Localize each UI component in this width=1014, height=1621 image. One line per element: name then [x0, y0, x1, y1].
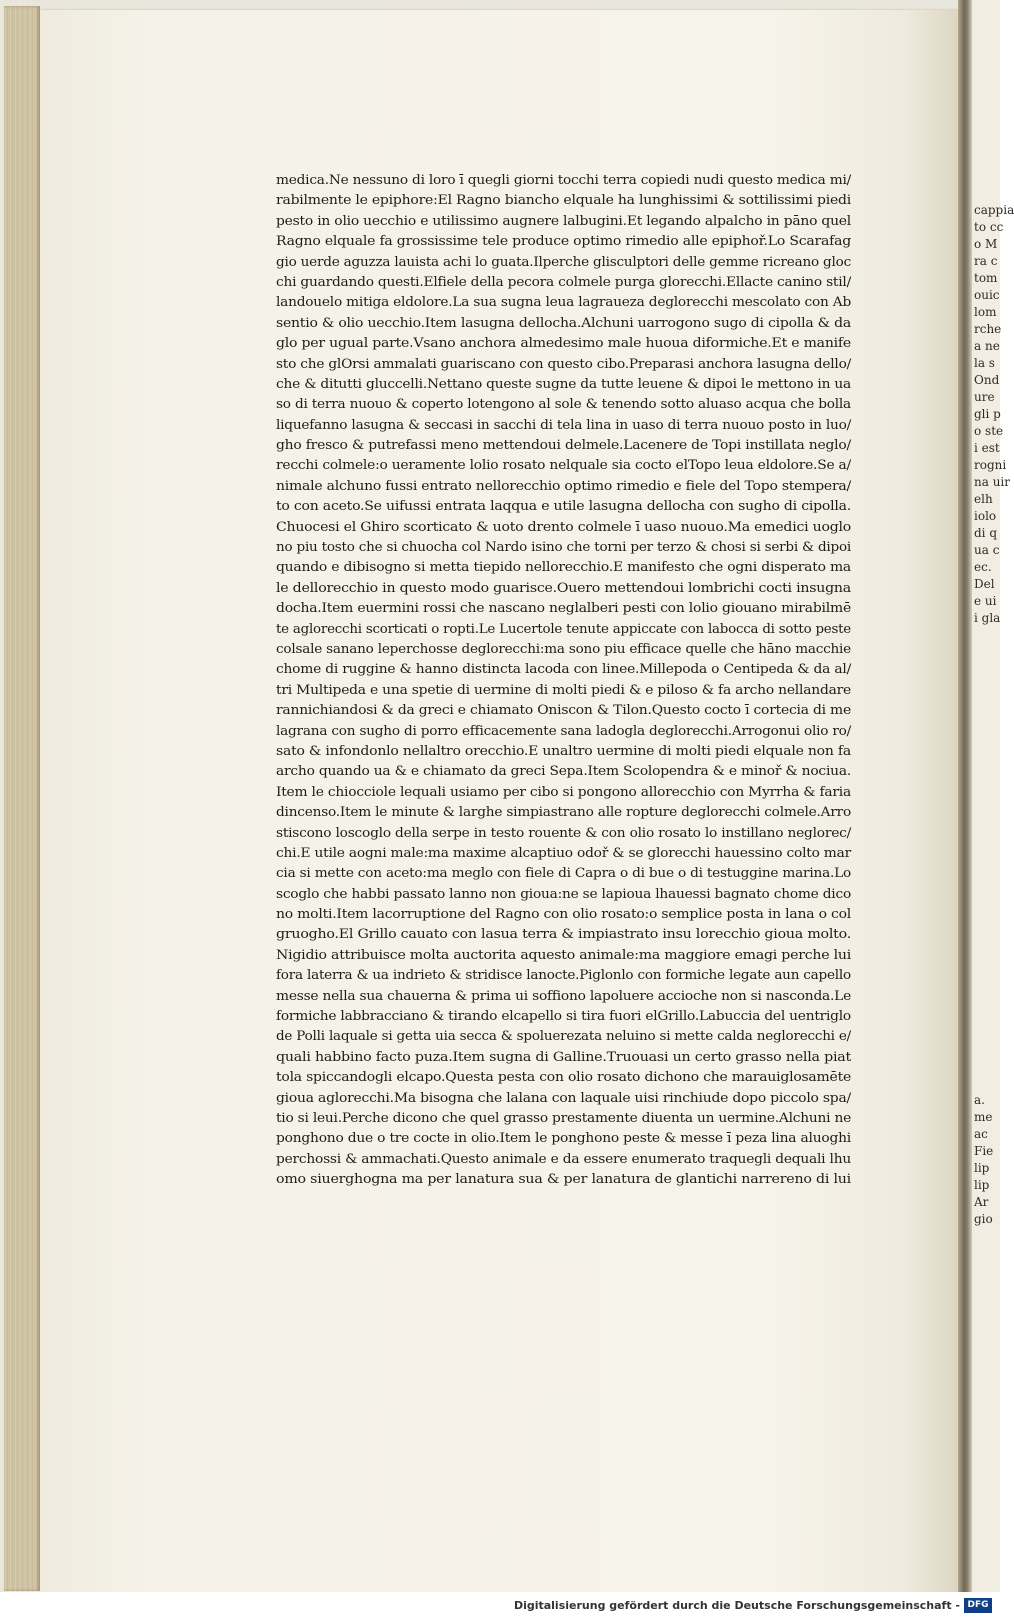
- facing-text-fragment: ra c: [974, 254, 998, 268]
- facing-text-fragment: e ui: [974, 594, 997, 608]
- facing-text-fragment: o ste: [974, 424, 1004, 438]
- text-line: dincenso.Item le minute & larghe simpiastrano alle ropture deglorecchi colmele.Arro: [276, 804, 851, 820]
- facing-text-fragment: a.: [974, 1093, 985, 1107]
- text-line: gruogho.El Grillo cauato con lasua terra & impiastrato insu lorecchio gioua molto.: [276, 926, 851, 942]
- text-line: nimale alchuno fussi entrato nellorecchio optimo rimedio e fiele del Topo stempera/: [276, 477, 851, 493]
- book-gutter: [958, 0, 972, 1592]
- body-text: [276, 170, 856, 1190]
- facing-text-fragment: di q: [974, 526, 998, 540]
- text-line: Chuocesi el Ghiro scorticato & uoto drento colmele ī uaso nuouo.Ma emedici uoglo: [276, 518, 851, 534]
- text-line: pesto in olio uecchio e utilissimo augnere lalbugini.Et legando alpalcho in pāno quel: [276, 212, 851, 228]
- text-line: tola spiccandogli elcapo.Questa pesta con olio rosato dichono che marauiglosamēte: [276, 1069, 851, 1085]
- facing-text-fragment: ec.: [974, 560, 992, 574]
- facing-text-fragment: tom: [974, 271, 998, 285]
- facing-text-fragment: i est: [974, 441, 1000, 455]
- text-line: chi guardando questi.Elfiele della pecora colmele purga glorecchi.Ellacte canino stil/: [276, 273, 851, 289]
- text-line: no molti.Item lacorruptione del Ragno con olio rosato:o semplice posta in lana o col: [276, 906, 851, 922]
- text-line: chome di ruggine & hanno distincta lacoda con linee.Millepoda o Centipeda & da al/: [276, 661, 851, 677]
- text-line: so di terra nuouo & coperto lotengono al sole & tenendo sotto aluaso acqua che bolla: [276, 396, 851, 412]
- footer-bar: [0, 1592, 1000, 1621]
- facing-text-fragment: to cc: [974, 220, 1004, 234]
- facing-text-fragment: cappia: [974, 203, 1014, 217]
- facing-text-fragment: gli p: [974, 407, 1001, 421]
- facing-text-fragment: a ne: [974, 339, 1000, 353]
- facing-text-fragment: o M: [974, 237, 998, 251]
- text-line: che & ditutti gluccelli.Nettano queste sugne da tutte leuene & dipoi le mettono in ua: [276, 375, 851, 391]
- facing-text-fragment: ure: [974, 390, 995, 404]
- text-line: colsale sanano leperchosse deglorecchi:ma sono piu efficace quelle che hāno macchie: [276, 640, 851, 656]
- text-line: quando e dibisogno si metta tiepido nellorecchio.E manifesto che ogni disperato ma: [276, 559, 851, 575]
- text-line: gio uerde aguzza lauista achi lo guata.Ilperche glisculptori delle gemme ricreano gloc: [276, 253, 851, 269]
- text-line: chi.E utile aogni male:ma maxime alcaptiuo odoř & se glorecchi hauessino colto mar: [276, 844, 851, 860]
- facing-page-text-bottom: [972, 1092, 993, 1228]
- facing-text-fragment: ouic: [974, 288, 1000, 302]
- text-line: Item le chiocciole lequali usiamo per cibo si pongono allorecchio con Myrrha & faria: [276, 783, 851, 799]
- facing-text-fragment: lip: [974, 1161, 990, 1175]
- text-line: no piu tosto che si chuocha col Nardo isino che torni per terzo & chosi si serbi & dipoi: [276, 539, 851, 555]
- text-line: Nigidio attribuisce molta auctorita aquesto animale:ma maggiore emagi perche lui: [276, 946, 851, 962]
- text-line: landouelo mitiga eldolore.La sua sugna leua lagraueza deglorecchi mescolato con Ab: [276, 294, 851, 310]
- text-line: to con aceto.Se uifussi entrata laqqua e utile lasugna dellocha con sugho di cipolla.: [276, 498, 851, 514]
- text-line: archo quando ua & e chiamato da greci Sepa.Item Scolopendra & e minoř & nociua.: [276, 763, 851, 779]
- text-line: stiscono loscoglo della serpe in testo rouente & con olio rosato lo instillano neglorec/: [276, 824, 851, 840]
- facing-text-fragment: rche: [974, 322, 1002, 336]
- text-line: rannichiandosi & da greci e chiamato Oniscon & Tilon.Questo cocto ī cortecia di me: [276, 702, 851, 718]
- facing-text-fragment: lip: [974, 1178, 990, 1192]
- facing-text-fragment: me: [974, 1110, 993, 1124]
- text-line: quali habbino facto puza.Item sugna di Galline.Truouasi un certo grasso nella piat: [276, 1048, 851, 1064]
- facing-page-text-top: [972, 202, 1014, 627]
- facing-text-fragment: gio: [974, 1212, 993, 1226]
- text-line: sentio & olio uecchio.Item lasugna dellocha.Alchuni uarrogono sugo di cipolla & da: [276, 314, 851, 330]
- text-line: de Polli laquale si getta uia secca & spoluerezata neluino si mette calda neglorecchi e/: [276, 1028, 851, 1044]
- text-line: te aglorecchi scorticati o ropti.Le Lucertole tenute appiccate con labocca di sotto peste: [276, 620, 851, 636]
- text-line: scoglo che habbi passato lanno non gioua:ne se lapioua lhauessi bagnato chome dico: [276, 885, 851, 901]
- facing-text-fragment: Ar: [974, 1195, 989, 1209]
- dfg-logo: DFG: [964, 1598, 992, 1613]
- text-line: recchi colmele:o ueramente lolio rosato nelquale sia cocto elTopo leua eldolore.Se a/: [276, 457, 851, 473]
- facing-text-fragment: iolo: [974, 509, 997, 523]
- text-line: tio si leui.Perche dicono che quel grasso prestamente diuenta un uermine.Alchuni ne: [276, 1109, 851, 1125]
- text-line: perchossi & ammachati.Questo animale e da essere enumerato traquegli dequali lhu: [276, 1150, 851, 1166]
- text-line: sato & infondonlo nellaltro orecchio.E unaltro uermine di molti piedi elquale non fa: [276, 742, 851, 758]
- text-line: fora laterra & ua indrieto & stridisce lanocte.Piglonlo con formiche legate aun capello: [276, 967, 851, 983]
- text-line: Ragno elquale fa grossissime tele produce optimo rimedio alle epiphoř.Lo Scarafag: [276, 233, 851, 249]
- facing-text-fragment: Del: [974, 577, 995, 591]
- text-line: omo siuerghogna ma per lanatura sua & per lanatura de glantichi narrereno di lui: [276, 1171, 851, 1187]
- text-line: le dellorecchio in questo modo guarisce.Ouero mettendoui lombrichi cocti insugna: [276, 579, 851, 595]
- text-line: tri Multipeda e una spetie di uermine di molti piedi & e piloso & fa archo nellandare: [276, 681, 851, 697]
- text-line: gho fresco & putrefassi meno mettendoui delmele.Lacenere de Topi instillata neglo/: [276, 437, 851, 453]
- facing-text-fragment: la s: [974, 356, 995, 370]
- facing-text-fragment: i gla: [974, 611, 1001, 625]
- text-line: ponghono due o tre cocte in olio.Item le ponghono peste & messe ī peza lina aluoghi: [276, 1130, 851, 1146]
- text-line: rabilmente le epiphore:El Ragno biancho elquale ha lunghissimi & sottilissimi piedi: [276, 192, 851, 208]
- text-line: glo per ugual parte.Vsano anchora almedesimo male huoua diformiche.Et e manife: [276, 335, 851, 351]
- text-line: messe nella sua chauerna & prima ui soffiono lapoluere accioche non si nasconda.Le: [276, 987, 851, 1003]
- facing-text-fragment: ua c: [974, 543, 1000, 557]
- facing-text-fragment: Ond: [974, 373, 1000, 387]
- text-line: formiche labbracciano & tirando elcapello si tira fuori elGrillo.Labuccia del uentriglo: [276, 1008, 851, 1024]
- text-line: cia si mette con aceto:ma meglo con fiele di Capra o di bue o di testuggine marina.Lo: [276, 865, 852, 881]
- text-line: sto che glOrsi ammalati guariscano con questo cibo.Preparasi anchora lasugna dello/: [276, 355, 851, 371]
- facing-text-fragment: elh: [974, 492, 993, 506]
- page-edges: [4, 6, 40, 1591]
- text-line: lagrana con sugho di porro efficacemente sana ladogla deglorecchi.Arrogonui olio ro/: [276, 722, 851, 738]
- text-line: docha.Item euermini rossi che nascano neglalberi pesti con lolio giouano mirabilmē: [276, 600, 851, 616]
- text-line: gioua aglorecchi.Ma bisogna che lalana con laquale uisi rinchiude dopo piccolo spa/: [276, 1089, 851, 1105]
- text-line: liquefanno lasugna & seccasi in sacchi di tela lina in uaso di terra nuouo posto in luo/: [276, 416, 851, 432]
- text-line: medica.Ne nessuno di loro ī quegli giorni tocchi terra copiedi nudi questo medica mi/: [276, 172, 851, 187]
- facing-text-fragment: na uir: [974, 475, 1010, 489]
- facing-text-fragment: Fie: [974, 1144, 994, 1158]
- facing-text-fragment: rogni: [974, 458, 1007, 472]
- facing-page-edge: [972, 0, 1014, 1592]
- facing-text-fragment: ac: [974, 1127, 988, 1141]
- funding-credit: Digitalisierung gefördert durch die Deutsche Forschungsgemeinschaft -: [513, 1599, 960, 1612]
- facing-text-fragment: lom: [974, 305, 997, 319]
